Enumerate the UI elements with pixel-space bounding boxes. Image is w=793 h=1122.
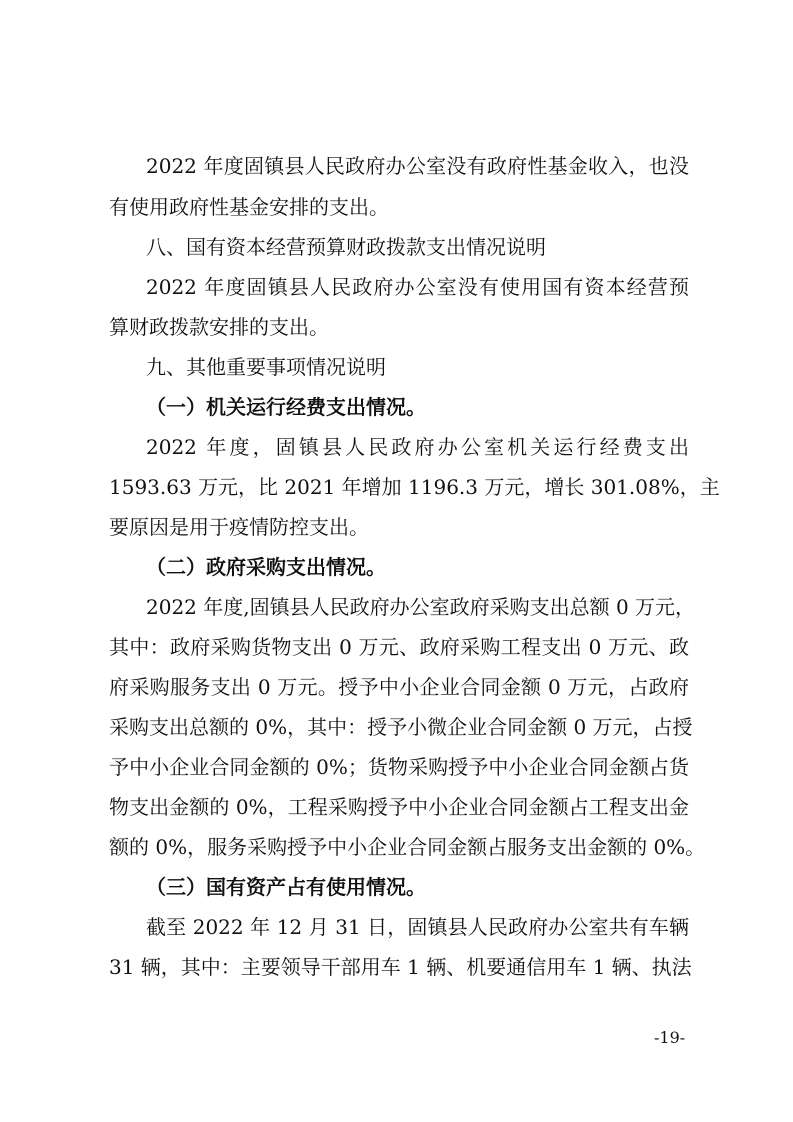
paragraph-line: 1593.63 万元，比 2021 年增加 1196.3 万元，增长 301.08%，主 [109,475,720,499]
page-number: -19- [654,1028,686,1047]
section-heading-9: 九、其他重要事项情况说明 [146,355,386,379]
subsection-heading-1: （一）机关运行经费支出情况。 [146,395,426,419]
subsection-heading-2: （二）政府采购支出情况。 [146,555,386,579]
paragraph-line: 有使用政府性基金安排的支出。 [109,195,389,219]
paragraph-line: 截至 2022 年 12 月 31 日，固镇县人民政府办公室共有车辆 [146,915,689,939]
paragraph-line: 其中：政府采购货物支出 0 万元、政府采购工程支出 0 万元、政 [109,635,689,659]
paragraph-line: 2022 年度固镇县人民政府办公室没有政府性基金收入，也没 [146,154,689,178]
paragraph-line: 2022 年度固镇县人民政府办公室没有使用国有资本经营预 [146,275,689,299]
paragraph-line: 31 辆，其中：主要领导干部用车 1 辆、机要通信用车 1 辆、执法 [109,955,692,979]
paragraph-line: 物支出金额的 0%，工程采购授予中小企业合同金额占工程支出金 [109,795,689,819]
subsection-heading-3: （三）国有资产占有使用情况。 [146,875,426,899]
paragraph-line: 府采购服务支出 0 万元。授予中小企业合同金额 0 万元，占政府 [109,675,689,699]
paragraph-line: 2022 年度，固镇县人民政府办公室机关运行经费支出 [146,435,689,459]
paragraph-line: 算财政拨款安排的支出。 [109,315,329,339]
paragraph-line: 予中小企业合同金额的 0%；货物采购授予中小企业合同金额占货 [109,755,689,779]
paragraph-line: 额的 0%，服务采购授予中小企业合同金额占服务支出金额的 0%。 [109,835,706,859]
paragraph-line: 要原因是用于疫情防控支出。 [109,515,369,539]
section-heading-8: 八、国有资本经营预算财政拨款支出情况说明 [146,235,546,259]
paragraph-line: 采购支出总额的 0%，其中：授予小微企业合同金额 0 万元，占授 [109,715,693,739]
paragraph-line: 2022 年度,固镇县人民政府办公室政府采购支出总额 0 万元， [146,595,696,619]
